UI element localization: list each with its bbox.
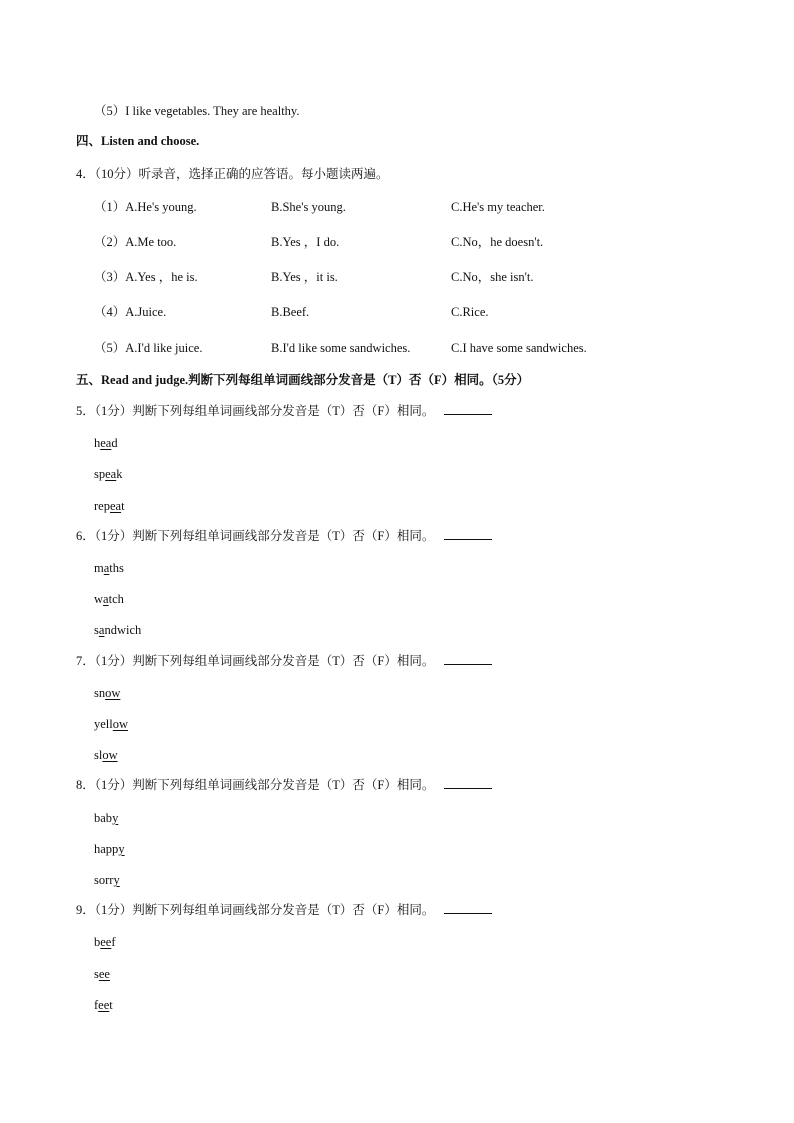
word: [94, 435, 118, 451]
question-5: [76, 403, 492, 419]
word: [94, 997, 113, 1013]
word-part: b: [94, 935, 101, 949]
option-b[interactable]: B.I'd like some sandwiches.: [271, 341, 411, 355]
option-c[interactable]: C.No，he doesn't.: [451, 235, 544, 249]
answer-blank[interactable]: [444, 403, 492, 415]
word-part: t: [109, 998, 113, 1012]
word-underlined: y: [118, 842, 125, 856]
word: [94, 872, 120, 888]
word-part: w: [94, 592, 104, 606]
option-c[interactable]: C.I have some sandwiches.: [451, 341, 587, 355]
option-c[interactable]: C.Rice.: [451, 305, 489, 319]
option-b[interactable]: B.Beef.: [271, 305, 310, 319]
answer-blank[interactable]: [444, 902, 492, 914]
word-underlined: a: [98, 623, 105, 637]
word-part: k: [116, 467, 123, 481]
word-underlined: ea: [105, 467, 117, 481]
word: [94, 591, 124, 607]
word-underlined: y: [113, 873, 120, 887]
word-part: t: [121, 499, 125, 513]
word-part: happ: [94, 842, 119, 856]
section-5-heading: 五、Read and judge.判断下列每组单词画线部分发音是（T）否（F）相同。（5分）: [76, 373, 530, 387]
word-part: bab: [94, 811, 113, 825]
word: [94, 716, 128, 732]
question-6: [76, 528, 492, 544]
section-4-heading: 四、Listen and choose.: [76, 134, 200, 148]
question-text: 5．（1分）判断下列每组单词画线部分发音是（T）否（F）相同。: [76, 404, 435, 418]
word-part: h: [94, 436, 101, 450]
option-a[interactable]: （5）A.I'd like juice.: [94, 341, 203, 355]
question-8: [76, 777, 492, 793]
word-part: sn: [94, 686, 106, 700]
word-underlined: ee: [98, 967, 110, 981]
word-part: yell: [94, 717, 113, 731]
word-part: sl: [94, 748, 103, 762]
answer-blank[interactable]: [444, 777, 492, 789]
word-underlined: ea: [100, 436, 112, 450]
question-9: [76, 902, 492, 918]
word: [94, 747, 118, 763]
option-b[interactable]: B.She's young.: [271, 200, 346, 214]
word: [94, 498, 125, 514]
question-text: 6．（1分）判断下列每组单词画线部分发音是（T）否（F）相同。: [76, 529, 435, 543]
word-underlined: y: [112, 811, 119, 825]
word-underlined: ow: [105, 686, 121, 700]
word-part: sp: [94, 467, 106, 481]
answer-blank[interactable]: [444, 653, 492, 665]
option-c[interactable]: C.No，she isn't.: [451, 270, 534, 284]
word-part: f: [94, 998, 99, 1012]
word-part: tch: [108, 592, 124, 606]
word: [94, 841, 125, 857]
word-part: ths: [109, 561, 124, 575]
option-a[interactable]: （3）A.Yes ，he is.: [94, 270, 198, 284]
word-part: d: [111, 436, 118, 450]
word: [94, 966, 110, 982]
word: [94, 622, 141, 638]
word: [94, 810, 118, 826]
word: [94, 934, 116, 950]
word-underlined: ow: [112, 717, 129, 731]
word-part: f: [111, 935, 116, 949]
word-underlined: a: [103, 592, 109, 606]
option-b[interactable]: B.Yes ，I do.: [271, 235, 340, 249]
answer-blank[interactable]: [444, 528, 492, 540]
option-a[interactable]: （1）A.He's young.: [94, 200, 197, 214]
word: [94, 560, 124, 576]
question-4: 4．（10分）听录音，选择正确的应答语。每小题读两遍。: [76, 167, 389, 181]
word: [94, 466, 122, 482]
word-underlined: ee: [98, 998, 110, 1012]
word-part: ndwich: [104, 623, 142, 637]
word: [94, 685, 120, 701]
option-c[interactable]: C.He's my teacher.: [451, 200, 545, 214]
word-part: s: [94, 623, 99, 637]
word-part: sorr: [94, 873, 114, 887]
word-part: rep: [94, 499, 110, 513]
question-7: [76, 653, 492, 669]
word-underlined: ow: [102, 748, 118, 762]
word-underlined: ea: [109, 499, 122, 513]
question-text: 9．（1分）判断下列每组单词画线部分发音是（T）否（F）相同。: [76, 903, 435, 917]
question-text: 8．（1分）判断下列每组单词画线部分发音是（T）否（F）相同。: [76, 778, 435, 792]
word-part: s: [94, 967, 99, 981]
word-underlined: ee: [100, 935, 112, 949]
question-text: 7．（1分）判断下列每组单词画线部分发音是（T）否（F）相同。: [76, 654, 435, 668]
listen-item-5: （5）I like vegetables. They are healthy.: [94, 104, 300, 118]
word-underlined: a: [103, 561, 110, 575]
word-part: m: [94, 561, 104, 575]
option-b[interactable]: B.Yes ，it is.: [271, 270, 338, 284]
option-a[interactable]: （4）A.Juice.: [94, 305, 167, 319]
option-a[interactable]: （2）A.Me too.: [94, 235, 177, 249]
